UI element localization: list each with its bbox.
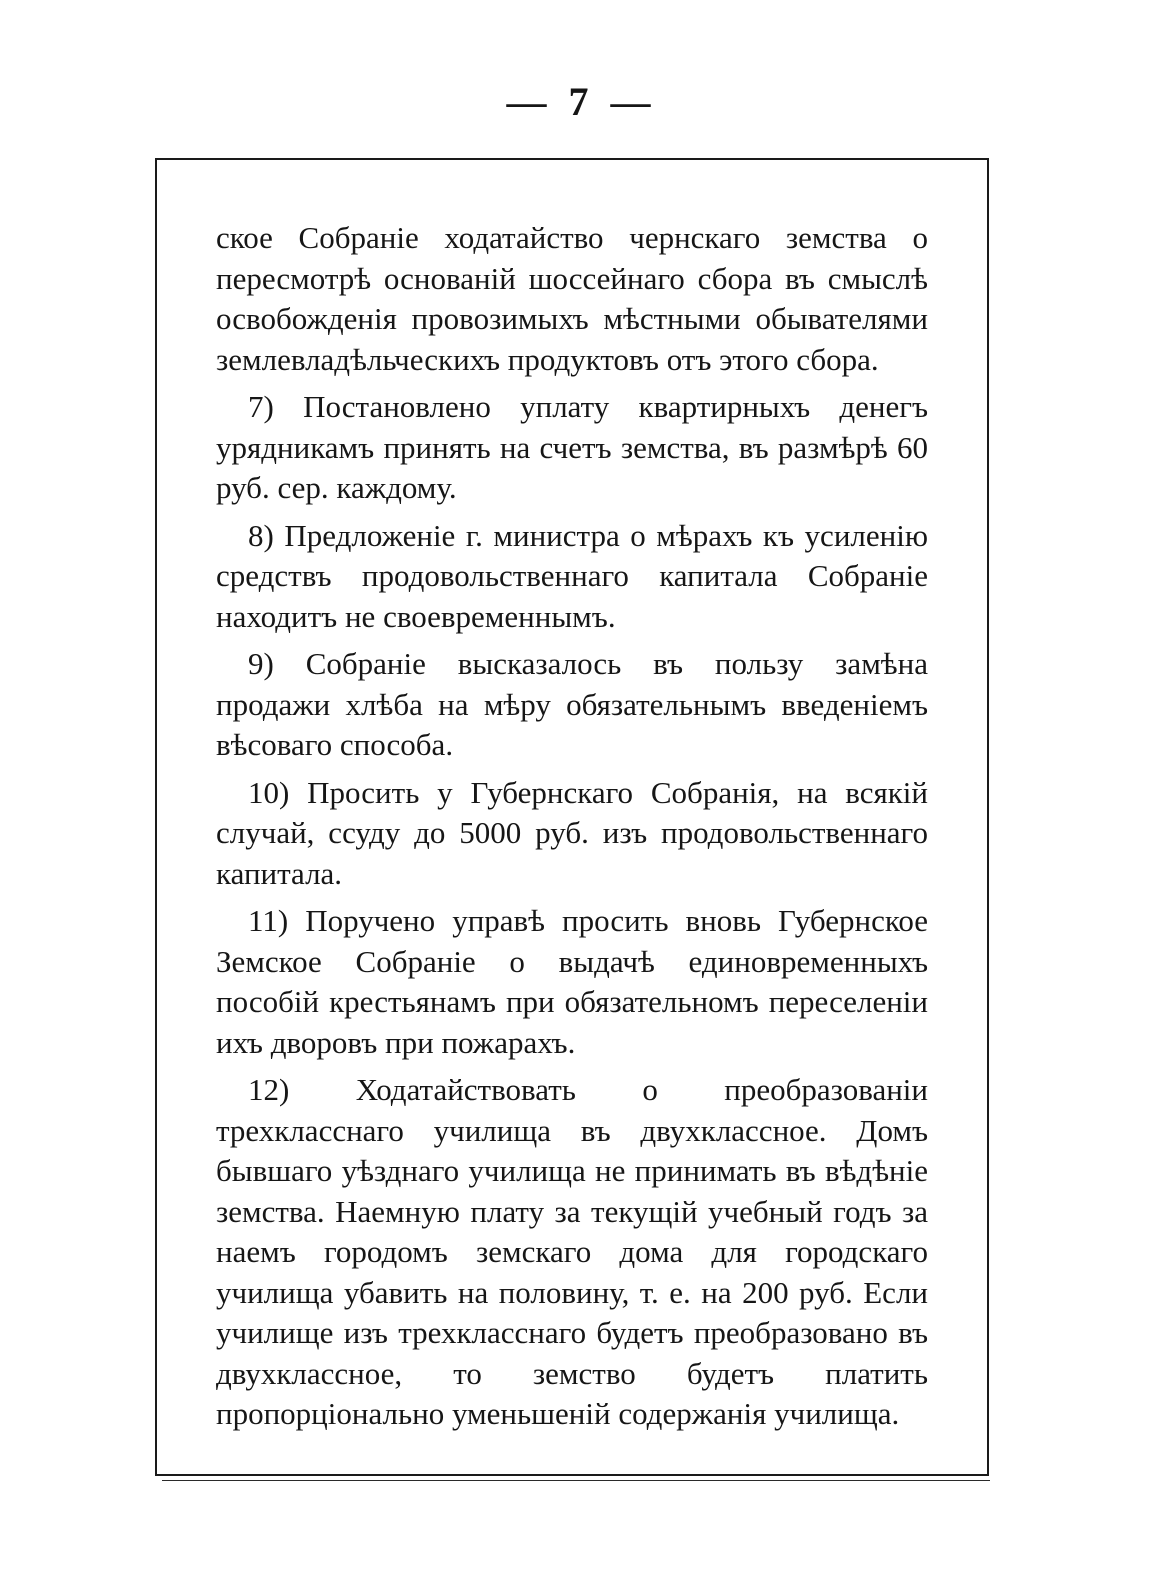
paragraph-continuation: ское Собраніе ходатайство чернскаго земства о пересмотрѣ основаній шоссейнаго сбора въ смыслѣ освобожденія провозимыхъ мѣстными обывателями землевладѣльческихъ продуктовъ отъ этого сбора.: [216, 220, 928, 377]
paragraph-item-8: 8) Предложеніе г. министра о мѣрахъ къ усиленію средствъ продовольственнаго капитала Собраніе находитъ не своевременнымъ.: [216, 517, 928, 634]
page-number: — 7 —: [506, 79, 657, 124]
paragraph-item-7: 7) Постановлено уплату квартирныхъ денегъ урядникамъ принять на счетъ земства, въ размѣрѣ 60 руб. сер. каждому.: [216, 389, 928, 505]
paragraph-item-11: 11) Поручено управѣ просить вновь Губернское Земское Собраніе о выдачѣ единовременныхъ пособій крестьянамъ при обязательномъ переселеніи ихъ дворовъ при пожарахъ.: [216, 903, 928, 1060]
paragraph-item-10: 10) Просить у Губернскаго Собранія, на всякій случай, ссуду до 5000 руб. изъ продовольственнаго капитала.: [216, 774, 928, 891]
bottom-rule: [162, 1480, 990, 1481]
paragraph-item-9: 9) Собраніе высказалось въ пользу замѣна продажи хлѣба на мѣру обязательнымъ введеніемъ вѣсоваго способа.: [216, 646, 928, 762]
paragraph-item-12: 12) Ходатайствовать о преобразованіи трехкласснаго училища въ двухклассное. Домъ бывшаго уѣзднаго училища не принимать въ вѣдѣніе земства. Наемную плату за текущій учебный годъ за наемъ городомъ земскаго дома для городскаго училища убавить на половину, т. е. на 200 руб. Если училище изъ трехкласснаго будетъ преобразовано въ двухклассное, то земство будетъ платить пропорціонально уменьшеній содержанія училища.: [216, 1072, 928, 1431]
body-text: [216, 218, 928, 1442]
